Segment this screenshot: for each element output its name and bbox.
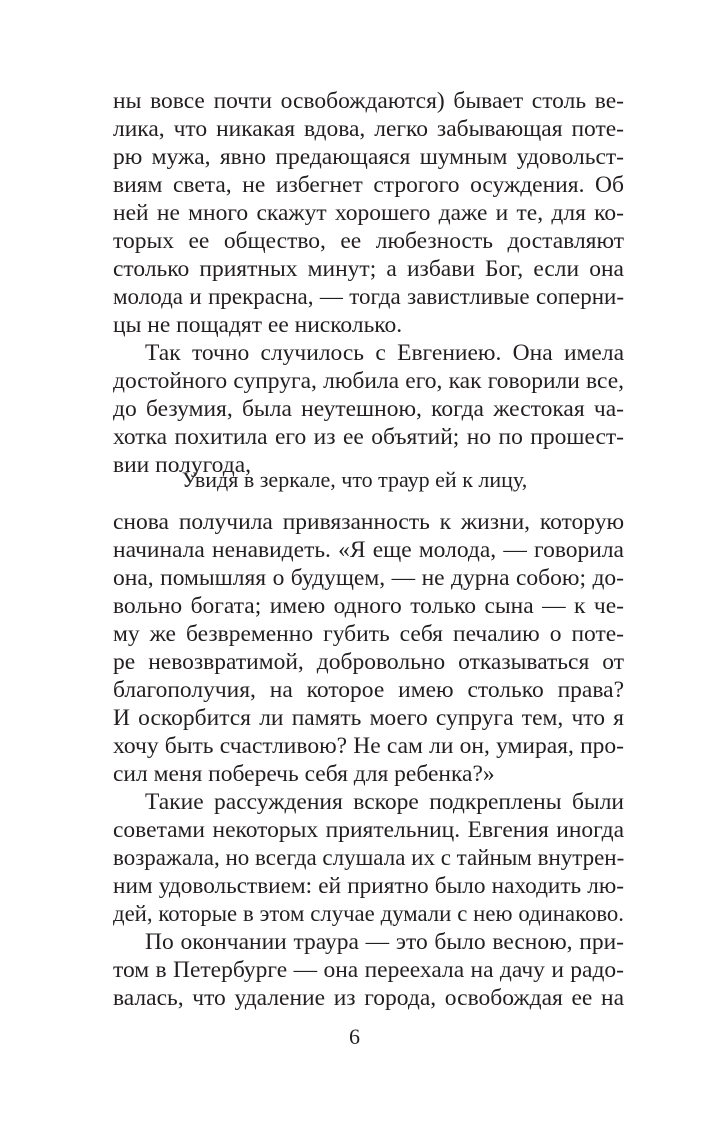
text-line: По окончании траура — это было весною, при- — [145, 929, 624, 955]
text-line: вольно богата; имею одного только сына — к че- — [113, 593, 624, 619]
text-line: ним удовольствием: ей приятно было находить лю- — [113, 873, 624, 899]
text-line: торых ее общество, ее любезность доставляют — [113, 228, 624, 254]
text-line: благополучия, на которое имею столько права? — [113, 677, 624, 703]
text-line: виям света, не избегнет строгого осуждения. Об — [113, 172, 624, 198]
text-line: молода и прекрасна, — тогда завистливые соперни- — [113, 284, 624, 309]
text-line: возражала, но всегда слушала их с тайным внутрен- — [113, 845, 625, 870]
text-line: до безумия, была неутешною, когда жестокая ча- — [113, 396, 624, 422]
text-line: дей, которые в этом случае думали с нею одинаково. — [113, 901, 624, 926]
text-line: сил меня поберечь себя для ребенка?» — [113, 761, 495, 787]
text-line: хотка похитила его из ее объятий; но по прошест- — [113, 424, 624, 450]
text-line: рю мужа, явно предающаяся шумным удовольст- — [113, 144, 624, 170]
text-line: советами некоторых приятельниц. Евгения иногда — [113, 817, 624, 843]
page-number: 6 — [349, 1024, 360, 1049]
text-line: начинала ненавидеть. «Я еще молода, — говорила — [113, 537, 624, 563]
text-line: му же безвременно губить себя печалию о поте- — [113, 621, 624, 647]
text-line: достойного супруга, любила его, как говорили все, — [113, 368, 624, 394]
text-line: И оскорбится ли память моего супруга тем, что я — [113, 705, 624, 731]
text-line: ней не много скажут хорошего даже и те, для ко- — [113, 200, 624, 226]
text-line: валась, что удаление из города, освобождая ее на — [113, 985, 624, 1011]
text-line: хочу быть счастливою? Не сам ли он, умирая, про- — [113, 733, 624, 759]
text-line: лика, что никакая вдова, легко забывающая поте- — [113, 116, 624, 142]
text-line: Так точно случилось с Евгениею. Она имела — [145, 340, 624, 366]
text-line: том в Петербурге — она переехала на дачу и радо- — [113, 957, 624, 983]
verse-quote: Увидя в зеркале, что траур ей к лицу, — [181, 467, 528, 492]
text-line: вии полугода, — [113, 452, 252, 478]
text-line: ны вовсе почти освобождаются) бывает столь ве- — [113, 88, 624, 114]
text-line: цы не пощадят ее нисколько. — [113, 312, 403, 338]
text-line: Такие рассуждения вскоре подкреплены были — [145, 789, 624, 815]
text-line: она, помышляя о будущем, — не дурна собою; до- — [113, 565, 624, 591]
text-line: снова получила привязанность к жизни, которую — [113, 509, 624, 535]
text-line: столько приятных минут; а избави Бог, если она — [113, 256, 624, 282]
text-line: ре невозвратимой, добровольно отказываться от — [113, 649, 624, 675]
